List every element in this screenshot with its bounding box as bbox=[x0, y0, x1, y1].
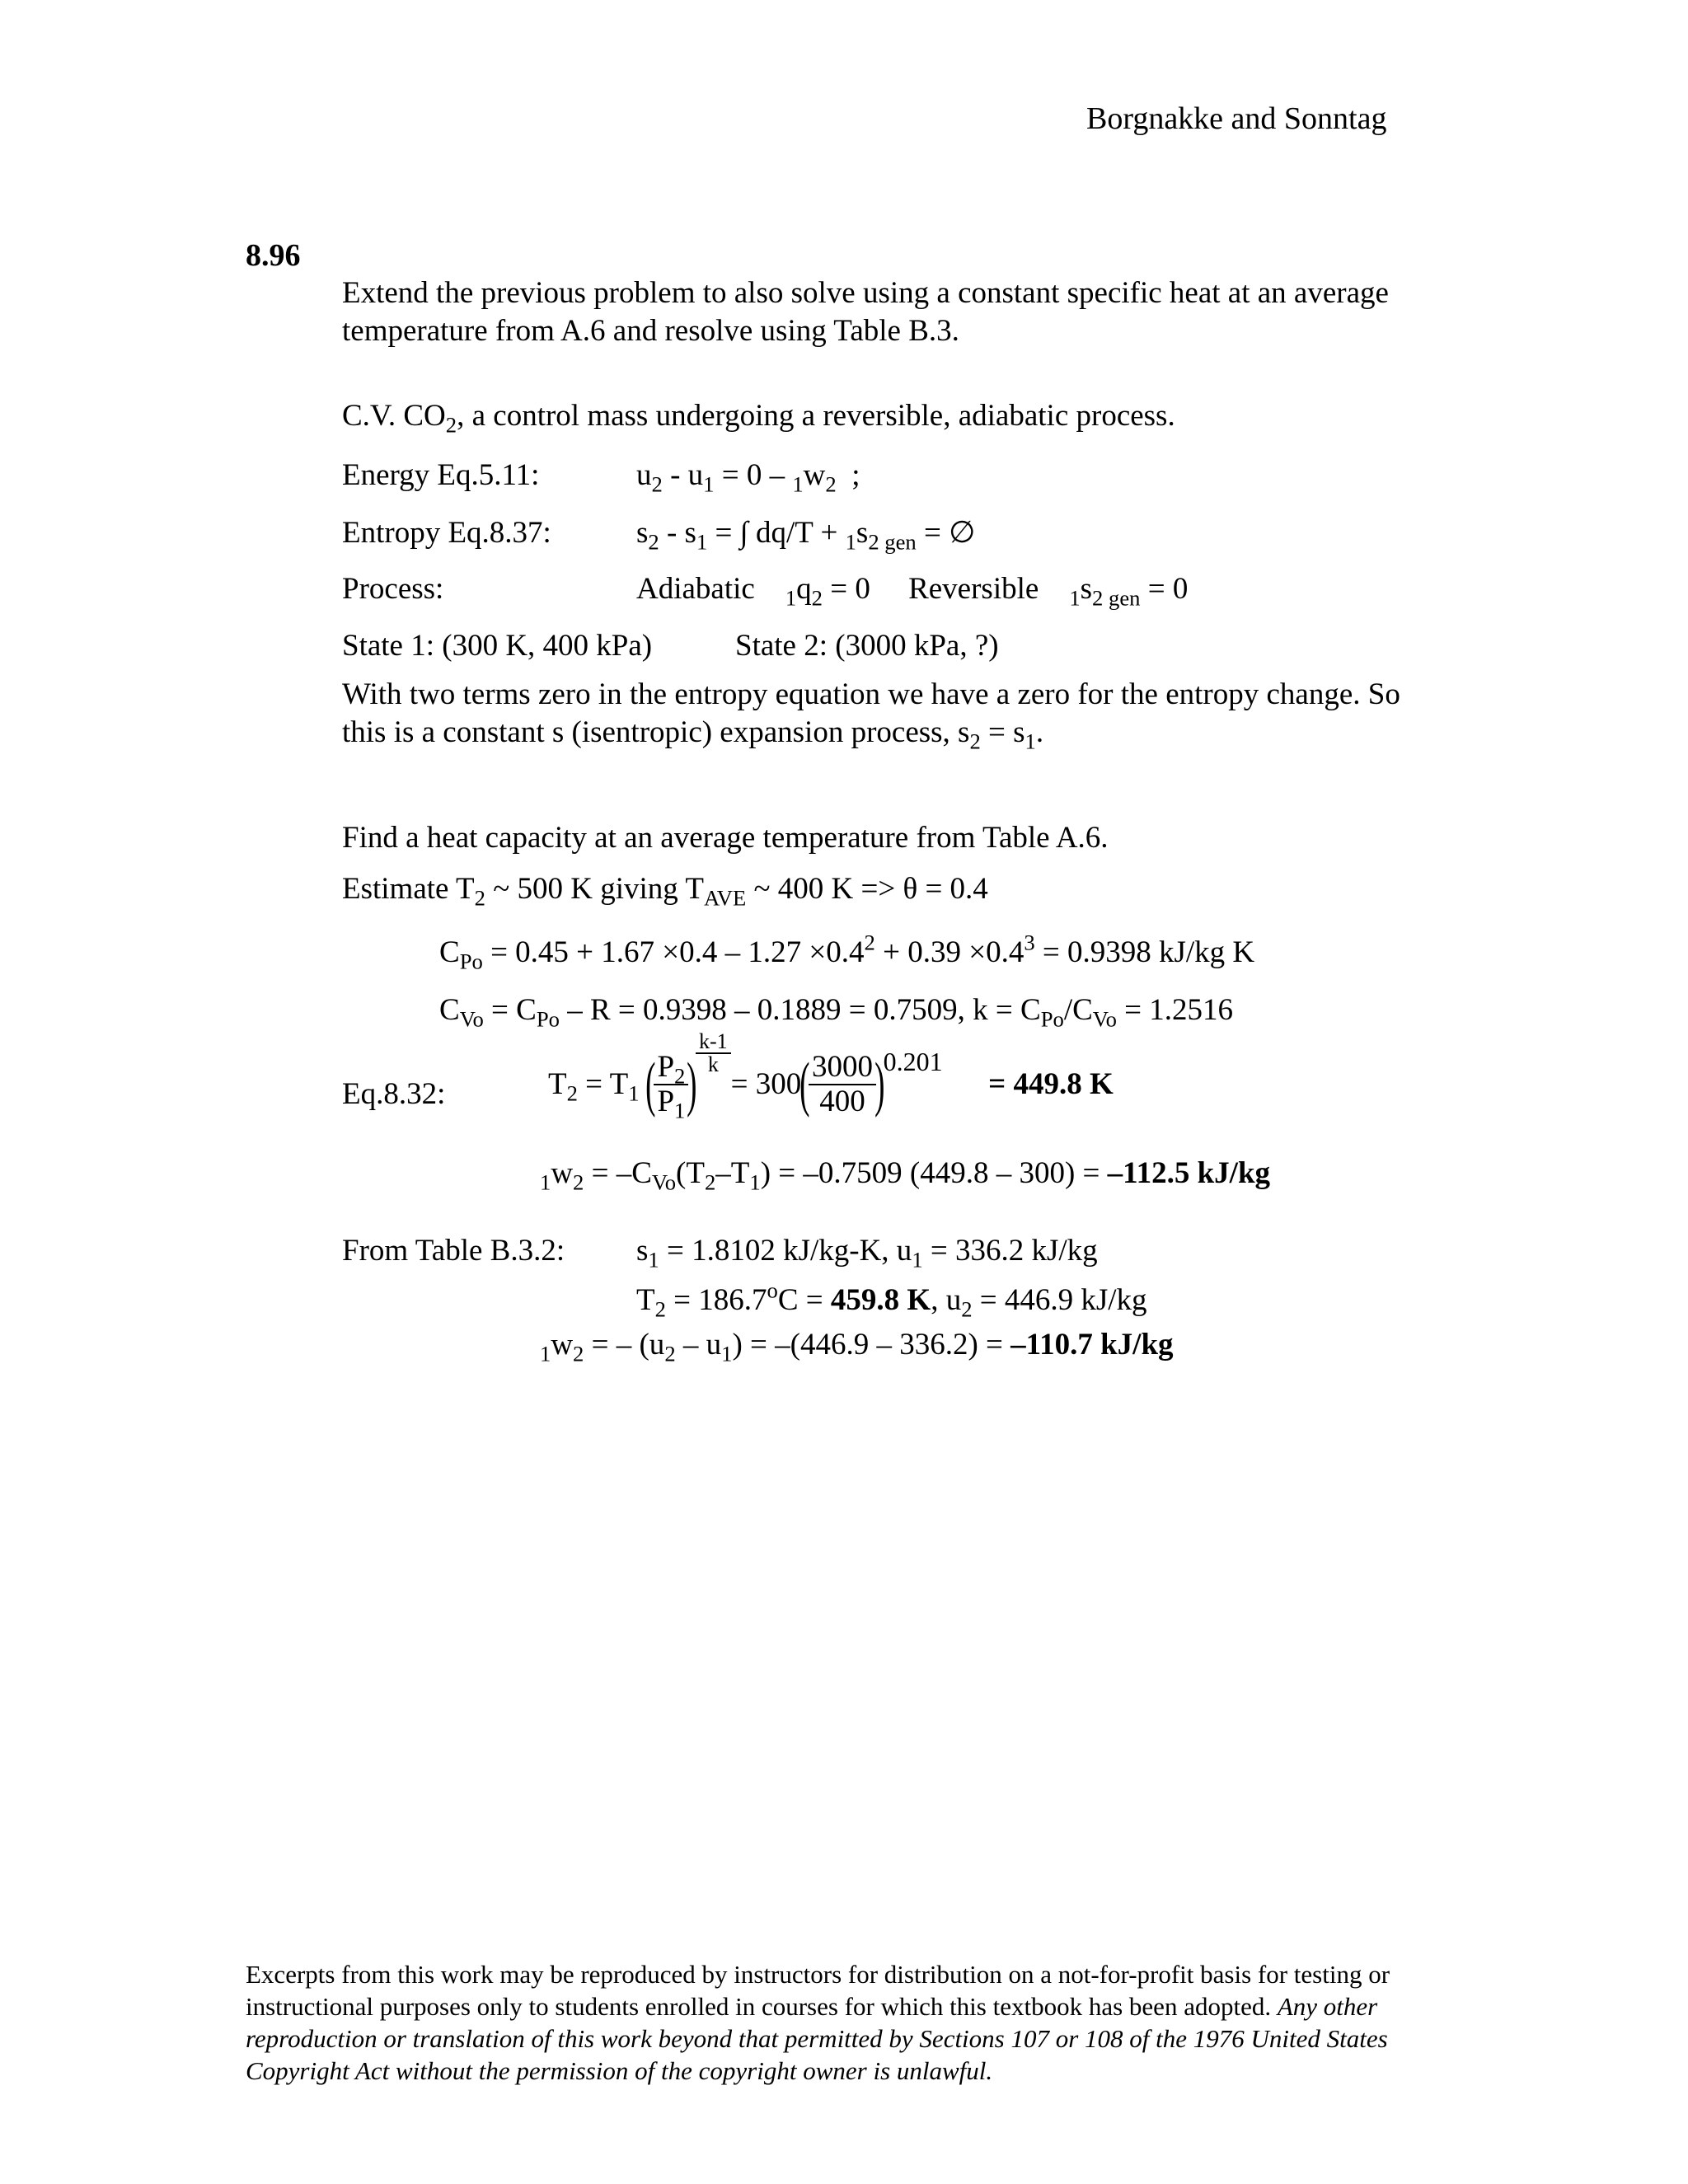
find-heat-capacity: Find a heat capacity at an average temperature from Table A.6. bbox=[342, 821, 1109, 855]
energy-eq-label: Energy Eq.5.11: bbox=[342, 458, 540, 492]
energy-eq: $u_2 - u_1 = 0 - _1w_2$ ; bbox=[636, 458, 860, 497]
work-const-cv: $_1w_2 = -C_{Vo}(T_2-T_1) = -0.7509$ (449.8 – 300) = –112.5 kJ/kg bbox=[540, 1156, 1271, 1195]
isentropic-explanation: With two terms zero in the entropy equation we have a zero for the entropy change. So this is a constant s (isentropic) expansion process, $s_2 = s_1$. bbox=[342, 677, 1400, 754]
cvo-equation: $C_{Vo} = C_{Po} - R = 0.9398 - 0.1889 = 0.7509$, $k = C_{Po}/C_{Vo} = 1.2516$ bbox=[439, 993, 1234, 1032]
entropy-eq-label: Entropy Eq.8.37: bbox=[342, 516, 551, 550]
eq-8-32-label: Eq.8.32: bbox=[342, 1077, 446, 1111]
control-volume-line: C.V. $CO_2$, a control mass undergoing a reversible, adiabatic process. bbox=[342, 399, 1175, 438]
table-b32-state1: $s_1 = 1.8102$ kJ/kg-K, $u_1 = 336.2$ kJ/kg bbox=[636, 1234, 1098, 1272]
state-1: State 1: (300 K, 400 kPa) bbox=[342, 629, 653, 663]
problem-number: 8.96 bbox=[246, 238, 301, 273]
table-b32-work: $_1w_2$ = – $(u_2 - u_1) = -(446.9 - 336.2) = -110.7$ kJ/kg bbox=[540, 1328, 1174, 1366]
eq-8-32: $T_2 = T_1$ ( $\frac{P_2}{P_1}$ ) $\frac{k-1}{k}$ = 300 ( $\frac{3000}{400}$ ) 0.201 = 449.8 K bbox=[548, 1029, 1114, 1123]
table-b32-label: From Table B.3.2: bbox=[342, 1234, 565, 1268]
header-author: Borgnakke and Sonntag bbox=[1086, 101, 1387, 136]
state-2: State 2: (3000 kPa, ?) bbox=[735, 629, 999, 663]
process-label: Process: bbox=[342, 572, 444, 606]
cpo-equation: $C_{Po} = 0.45 + 1.67 \times 0.4 - 1.27 \times 0.4^2 + 0.39 \times 0.4^3 = 0.9398$ kJ/kg K bbox=[439, 930, 1255, 974]
problem-statement: Extend the previous problem to also solve using a constant specific heat at an average temperature from A.6 and resolve using Table B.3. bbox=[342, 276, 1389, 348]
entropy-eq: $s_2 - s_1$ = ∫ $dq/T + _1s_{2 gen}$ = ∅ bbox=[636, 516, 976, 555]
table-b32-state2: $T_2 = 186.7^oC = 459.8$ K, $u_2 = 446.9$ kJ/kg bbox=[636, 1277, 1147, 1322]
estimate-line: Estimate $T_2$ ~ 500 K giving $T_{AVE}$ ~ 400 K => θ = 0.4 bbox=[342, 872, 988, 911]
process-eq: Adiabatic $_1q_2 = 0$ Reversible $_1s_{2 gen} = 0$ bbox=[636, 572, 1189, 611]
copyright-footer: Excerpts from this work may be reproduced by instructors for distribution on a not-for-profit basis for testing or instructional purposes only to students enrolled in courses for which this textbook has been adopted. Any other reproduction or translation of this work beyond that permitted by Sections 107 or 108 of the 1976 United States Copyright Act without the permission of the copyright owner is unlawful. bbox=[246, 1960, 1390, 2085]
